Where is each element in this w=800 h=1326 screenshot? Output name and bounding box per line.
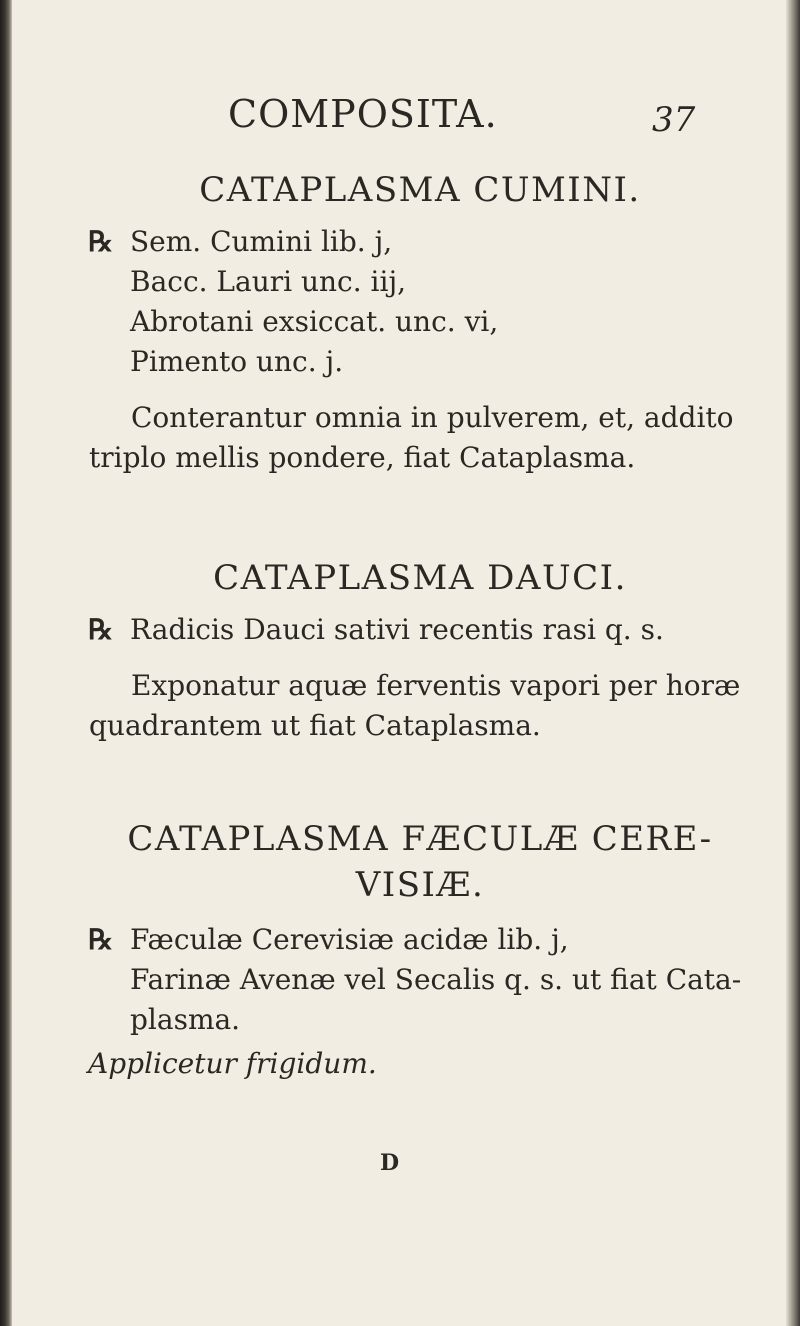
section-heading (0, 816, 800, 908)
section-heading: CATAPLASMA DAUCI. (213, 558, 627, 598)
section-heading-line: CATAPLASMA FÆCULÆ CERE- (127, 819, 713, 859)
recipe-symbol: ℞ (88, 225, 114, 258)
recipe-line: Abrotani exsiccat. unc. vi, (130, 305, 499, 338)
recipe-symbol: ℞ (88, 923, 114, 956)
recipe-line: plasma. (130, 1003, 241, 1036)
recipe-line: Bacc. Lauri unc. iij, (130, 265, 407, 298)
instruction-line: triplo mellis pondere, fiat Cataplasma. (89, 441, 636, 474)
instruction-line: Applicetur frigidum. (88, 1047, 377, 1080)
page-header (0, 92, 800, 152)
section-cataplasma-cumini (0, 170, 800, 478)
recipe-line: ℞ Fæculæ Cerevisiæ acidæ lib. j, (88, 920, 800, 960)
instruction-line: Exponatur aquæ ferventis vapori per horæ (131, 669, 741, 702)
recipe-line: Farinæ Avenæ vel Secalis q. s. ut fiat Cata- (130, 963, 742, 996)
recipe-symbol: ℞ (88, 613, 114, 646)
section-cataplasma-dauci (0, 558, 800, 746)
section-heading: CATAPLASMA CUMINI. (199, 170, 641, 210)
signature-mark: D (380, 1150, 400, 1176)
section-heading-line: VISIÆ. (355, 865, 485, 905)
running-head: COMPOSITA. (228, 92, 498, 136)
page-number: 37 (652, 100, 696, 140)
instruction-line: quadrantem ut fiat Cataplasma. (89, 709, 541, 742)
recipe-line: Pimento unc. j. (130, 345, 344, 378)
recipe-line: ℞ Radicis Dauci sativi recentis rasi q. s. (88, 610, 800, 650)
section-cataplasma-faeculae (0, 816, 800, 1084)
recipe-line: ℞ Sem. Cumini lib. j, (88, 222, 800, 262)
instruction-line: Conterantur omnia in pulverem, et, addito (131, 401, 734, 434)
